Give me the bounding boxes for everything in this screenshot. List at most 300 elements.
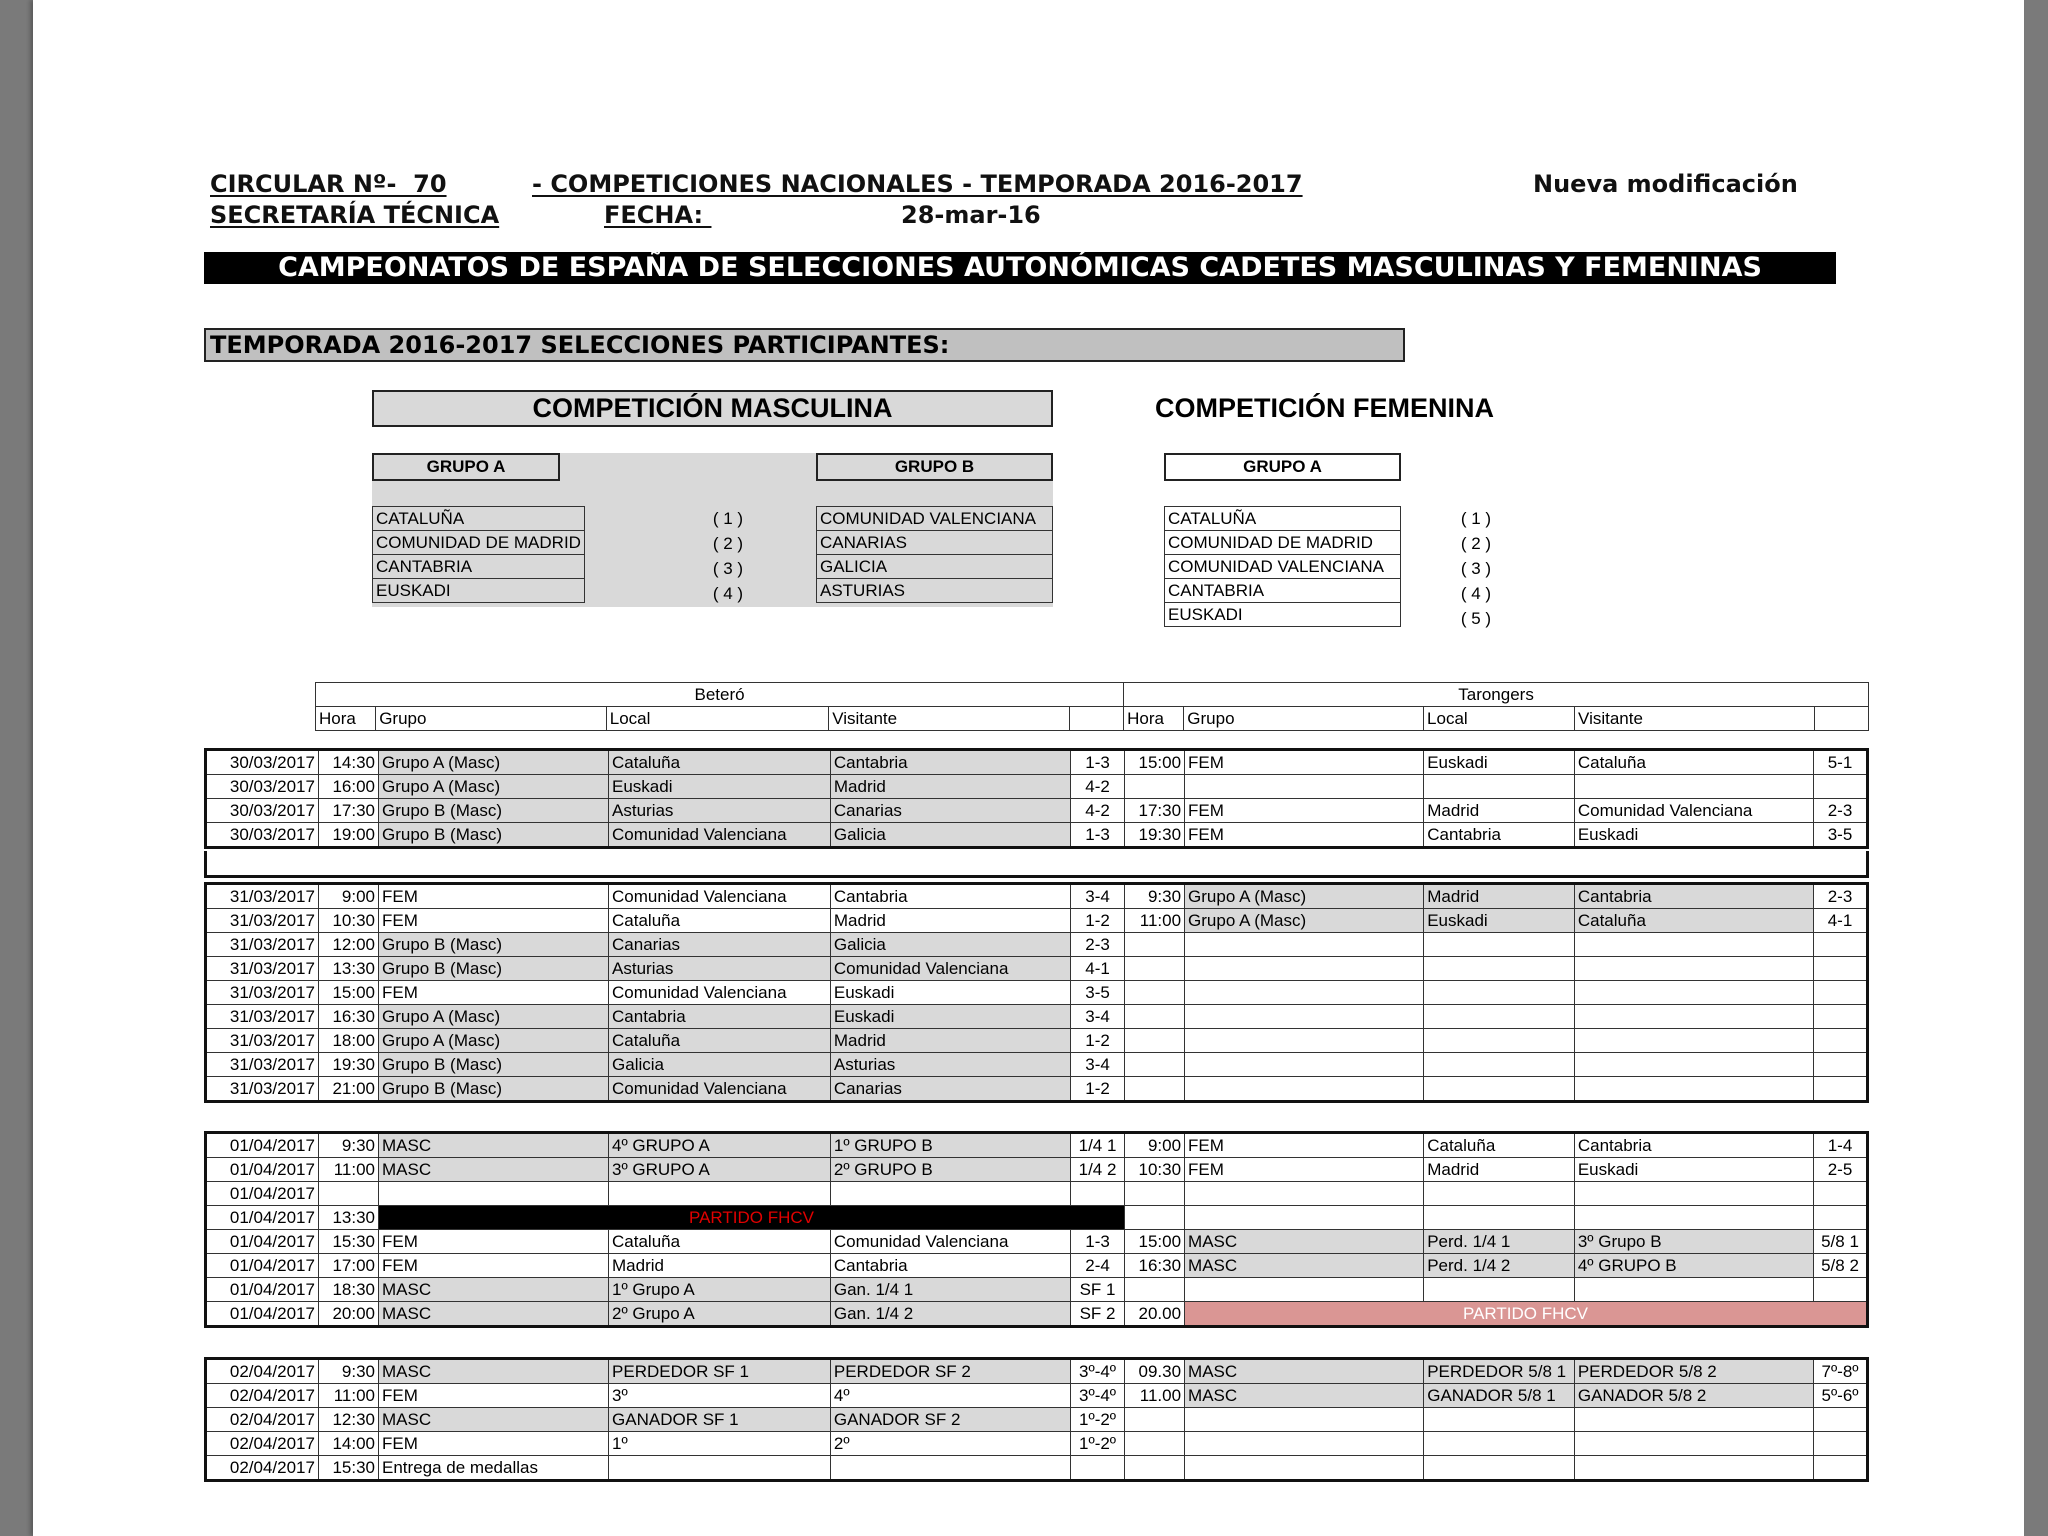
betero-visitante: GANADOR SF 2 [830, 1408, 1070, 1432]
tarongers-resultado [1814, 1182, 1868, 1206]
betero-grupo: MASC [379, 1278, 609, 1302]
tarongers-resultado: 7º-8º [1814, 1359, 1868, 1384]
competiciones-title: - COMPETICIONES NACIONALES - TEMPORADA 2016-2017 [532, 170, 1303, 198]
betero-grupo: FEM [379, 909, 609, 933]
schedule-row [206, 1278, 1868, 1302]
circular-number: CIRCULAR Nº- 70 [210, 170, 447, 198]
tarongers-hora [1125, 1278, 1185, 1302]
betero-grupo: FEM [379, 884, 609, 909]
tarongers-resultado [1814, 957, 1868, 981]
tarongers-hora [1125, 957, 1185, 981]
schedule-row [206, 799, 1868, 823]
betero-grupo: FEM [379, 1254, 609, 1278]
tarongers-resultado: 5/8 2 [1814, 1254, 1868, 1278]
team-name: COMUNIDAD DE MADRID [1165, 531, 1401, 555]
tarongers-grupo: FEM [1185, 799, 1424, 823]
tarongers-visitante [1574, 1206, 1813, 1230]
tarongers-local: Perd. 1/4 2 [1424, 1254, 1575, 1278]
tarongers-grupo [1185, 775, 1424, 799]
tarongers-visitante: Euskadi [1574, 823, 1813, 848]
tarongers-local: Cantabria [1424, 823, 1575, 848]
team-name: CATALUÑA [1165, 507, 1401, 531]
schedule-row [206, 981, 1868, 1005]
schedule-row [206, 1133, 1868, 1158]
tarongers-grupo: Grupo A (Masc) [1185, 884, 1424, 909]
seed: ( 3 ) [1460, 559, 1492, 578]
team-name: CATALUÑA [373, 507, 585, 531]
betero-visitante: Cantabria [830, 884, 1070, 909]
match-date: 01/04/2017 [206, 1206, 319, 1230]
betero-resultado: 2-3 [1071, 933, 1125, 957]
betero-resultado: SF 2 [1071, 1302, 1125, 1327]
betero-grupo: Grupo B (Masc) [379, 823, 609, 848]
match-date: 31/03/2017 [206, 981, 319, 1005]
tarongers-grupo [1185, 1456, 1424, 1481]
betero-visitante: Euskadi [830, 1005, 1070, 1029]
schedule-row [206, 1254, 1868, 1278]
tarongers-hora: 15:00 [1125, 750, 1185, 775]
betero-visitante: Cantabria [830, 1254, 1070, 1278]
schedule-row [206, 1158, 1868, 1182]
betero-resultado: 1-3 [1071, 823, 1125, 848]
betero-visitante [830, 1456, 1070, 1481]
tarongers-hora [1125, 1053, 1185, 1077]
schedule-row [206, 1302, 1868, 1327]
betero-grupo: Grupo A (Masc) [379, 775, 609, 799]
tarongers-visitante [1574, 1456, 1813, 1481]
col-visitante: Visitante [1575, 707, 1815, 731]
betero-visitante: Madrid [830, 1029, 1070, 1053]
tarongers-hora [1125, 775, 1185, 799]
betero-hora: 15:30 [318, 1230, 378, 1254]
tarongers-local [1424, 981, 1575, 1005]
betero-visitante: Canarias [830, 799, 1070, 823]
schedule-row [206, 1029, 1868, 1053]
tarongers-hora: 19:30 [1125, 823, 1185, 848]
betero-hora: 21:00 [318, 1077, 378, 1102]
tarongers-grupo [1185, 1408, 1424, 1432]
betero-local: 2º Grupo A [609, 1302, 831, 1327]
match-date: 31/03/2017 [206, 1029, 319, 1053]
betero-visitante: Madrid [830, 775, 1070, 799]
tarongers-resultado [1814, 1206, 1868, 1230]
betero-visitante: 2º GRUPO B [830, 1158, 1070, 1182]
betero-hora: 15:30 [318, 1456, 378, 1481]
match-date: 01/04/2017 [206, 1302, 319, 1327]
tarongers-local [1424, 1182, 1575, 1206]
schedule-row [206, 823, 1868, 848]
betero-resultado: 1º-2º [1071, 1432, 1125, 1456]
tarongers-visitante: Cantabria [1574, 1133, 1813, 1158]
match-date: 01/04/2017 [206, 1230, 319, 1254]
tarongers-visitante: Cataluña [1574, 909, 1813, 933]
schedule-row [206, 1053, 1868, 1077]
betero-local: Comunidad Valenciana [609, 823, 831, 848]
betero-hora: 15:00 [318, 981, 378, 1005]
tarongers-local: Madrid [1424, 884, 1575, 909]
team-name: ASTURIAS [817, 579, 1053, 603]
tarongers-grupo: FEM [1185, 1158, 1424, 1182]
betero-grupo [379, 1182, 609, 1206]
match-date: 31/03/2017 [206, 909, 319, 933]
match-date: 31/03/2017 [206, 957, 319, 981]
schedule-row [206, 884, 1868, 909]
nueva-modificacion: Nueva modificación [1533, 170, 1798, 198]
tarongers-hora: 20.00 [1125, 1302, 1185, 1327]
competicion-masculina-title: COMPETICIÓN MASCULINA [372, 390, 1053, 427]
betero-local: Cataluña [609, 909, 831, 933]
tarongers-resultado: 5-1 [1814, 750, 1868, 775]
col-result [1814, 707, 1868, 731]
tarongers-grupo: MASC [1185, 1254, 1424, 1278]
betero-resultado: 1-2 [1071, 1029, 1125, 1053]
match-date: 31/03/2017 [206, 1053, 319, 1077]
tarongers-resultado [1814, 1278, 1868, 1302]
day-separator [204, 851, 1869, 878]
betero-visitante: Cantabria [830, 750, 1070, 775]
seed: ( 1 ) [1460, 509, 1492, 528]
betero-local: 1º [609, 1432, 831, 1456]
betero-visitante: Comunidad Valenciana [830, 957, 1070, 981]
match-date: 31/03/2017 [206, 933, 319, 957]
tarongers-local: Madrid [1424, 799, 1575, 823]
betero-grupo: Grupo B (Masc) [379, 799, 609, 823]
match-date: 30/03/2017 [206, 775, 319, 799]
team-name: GALICIA [817, 555, 1053, 579]
betero-local: Canarias [609, 933, 831, 957]
match-date: 02/04/2017 [206, 1384, 319, 1408]
tarongers-resultado [1814, 1005, 1868, 1029]
betero-local: PERDEDOR SF 1 [609, 1359, 831, 1384]
tarongers-hora: 9:30 [1125, 884, 1185, 909]
betero-local: Cataluña [609, 750, 831, 775]
seed: ( 5 ) [1460, 609, 1492, 628]
tarongers-hora: 11.00 [1125, 1384, 1185, 1408]
betero-hora: 9:30 [318, 1133, 378, 1158]
col-local: Local [606, 707, 828, 731]
tarongers-visitante: PERDEDOR 5/8 2 [1574, 1359, 1813, 1384]
tarongers-hora: 15:00 [1125, 1230, 1185, 1254]
col-visitante: Visitante [829, 707, 1070, 731]
tarongers-resultado: 2-5 [1814, 1158, 1868, 1182]
seed: ( 4 ) [1460, 584, 1492, 603]
team-name: COMUNIDAD VALENCIANA [1165, 555, 1401, 579]
tarongers-visitante [1574, 1182, 1813, 1206]
tarongers-resultado: 2-3 [1814, 884, 1868, 909]
betero-visitante [830, 1182, 1070, 1206]
tarongers-hora: 9:00 [1125, 1133, 1185, 1158]
betero-resultado: 1/4 2 [1071, 1158, 1125, 1182]
betero-resultado: 4-2 [1071, 799, 1125, 823]
betero-resultado: 1-3 [1071, 750, 1125, 775]
tarongers-resultado: 3-5 [1814, 823, 1868, 848]
betero-visitante: Asturias [830, 1053, 1070, 1077]
betero-local: 4º GRUPO A [609, 1133, 831, 1158]
masc-grupo-a-teams [372, 506, 585, 603]
betero-resultado: 3-4 [1071, 1053, 1125, 1077]
tarongers-visitante [1574, 1005, 1813, 1029]
tarongers-resultado [1814, 1053, 1868, 1077]
tarongers-hora [1125, 1077, 1185, 1102]
betero-hora [318, 1182, 378, 1206]
betero-grupo: MASC [379, 1408, 609, 1432]
masc-grupo-b-header: GRUPO B [816, 453, 1053, 481]
tarongers-visitante [1574, 775, 1813, 799]
seed: ( 2 ) [1460, 534, 1492, 553]
match-date: 01/04/2017 [206, 1182, 319, 1206]
betero-visitante: Galicia [830, 823, 1070, 848]
tarongers-local [1424, 1456, 1575, 1481]
tarongers-local [1424, 957, 1575, 981]
tarongers-grupo [1185, 1182, 1424, 1206]
secretaria-tecnica: SECRETARÍA TÉCNICA [210, 201, 500, 229]
tarongers-grupo: Grupo A (Masc) [1185, 909, 1424, 933]
tarongers-grupo: FEM [1185, 823, 1424, 848]
match-date: 31/03/2017 [206, 884, 319, 909]
betero-hora: 12:00 [318, 933, 378, 957]
fecha-label: FECHA: [604, 201, 712, 229]
tarongers-grupo [1185, 957, 1424, 981]
tarongers-resultado: 5/8 1 [1814, 1230, 1868, 1254]
team-name: COMUNIDAD DE MADRID [373, 531, 585, 555]
betero-local: Madrid [609, 1254, 831, 1278]
tarongers-hora [1125, 1432, 1185, 1456]
tarongers-partido-fhcv: PARTIDO FHCV [1185, 1302, 1868, 1327]
tarongers-grupo: MASC [1185, 1359, 1424, 1384]
tarongers-local [1424, 1278, 1575, 1302]
match-date: 30/03/2017 [206, 799, 319, 823]
betero-grupo: MASC [379, 1302, 609, 1327]
schedule-row [206, 775, 1868, 799]
betero-hora: 10:30 [318, 909, 378, 933]
betero-grupo: Grupo A (Masc) [379, 1029, 609, 1053]
betero-grupo: Grupo B (Masc) [379, 933, 609, 957]
match-date: 01/04/2017 [206, 1278, 319, 1302]
tarongers-local [1424, 1077, 1575, 1102]
tarongers-resultado [1814, 1408, 1868, 1432]
team-name: EUSKADI [373, 579, 585, 603]
betero-resultado [1071, 1182, 1125, 1206]
tarongers-local [1424, 1005, 1575, 1029]
tarongers-local: PERDEDOR 5/8 1 [1424, 1359, 1575, 1384]
schedule-day-block [204, 882, 1869, 1103]
betero-grupo: Grupo B (Masc) [379, 1053, 609, 1077]
betero-local: 3º [609, 1384, 831, 1408]
betero-resultado: 1-2 [1071, 909, 1125, 933]
tarongers-visitante: 3º Grupo B [1574, 1230, 1813, 1254]
betero-resultado: 3-4 [1071, 1005, 1125, 1029]
masc-seeds [698, 506, 758, 606]
competicion-femenina-title: COMPETICIÓN FEMENINA [1155, 393, 1495, 423]
tarongers-resultado: 1-4 [1814, 1133, 1868, 1158]
venue-tarongers: Tarongers [1124, 683, 1869, 707]
betero-local [609, 1456, 831, 1481]
schedule-row [206, 1206, 1868, 1230]
tarongers-hora [1125, 1005, 1185, 1029]
schedule-row [206, 1359, 1868, 1384]
betero-local: Euskadi [609, 775, 831, 799]
tarongers-grupo [1185, 1432, 1424, 1456]
tarongers-grupo [1185, 1077, 1424, 1102]
match-date: 02/04/2017 [206, 1359, 319, 1384]
betero-local [609, 1182, 831, 1206]
betero-local: Galicia [609, 1053, 831, 1077]
venue-betero: Beteró [316, 683, 1124, 707]
schedule-header [315, 682, 1869, 731]
col-hora: Hora [316, 707, 376, 731]
championship-banner: CAMPEONATOS DE ESPAÑA DE SELECCIONES AUTONÓMICAS CADETES MASCULINAS Y FEMENINAS [204, 252, 1836, 284]
team-name: CANTABRIA [373, 555, 585, 579]
tarongers-resultado [1814, 933, 1868, 957]
tarongers-visitante [1574, 1077, 1813, 1102]
betero-hora: 9:00 [318, 884, 378, 909]
schedule-row [206, 1182, 1868, 1206]
tarongers-visitante [1574, 1408, 1813, 1432]
schedule-row [206, 957, 1868, 981]
betero-resultado: 3-5 [1071, 981, 1125, 1005]
tarongers-hora [1125, 1456, 1185, 1481]
col-grupo: Grupo [376, 707, 607, 731]
betero-resultado [1071, 1456, 1125, 1481]
fem-grupo-a-teams [1164, 506, 1401, 627]
fecha-value: 28-mar-16 [901, 201, 1041, 229]
tarongers-visitante [1574, 1432, 1813, 1456]
tarongers-hora: 10:30 [1125, 1158, 1185, 1182]
tarongers-hora [1125, 1029, 1185, 1053]
tarongers-resultado: 2-3 [1814, 799, 1868, 823]
schedule-row [206, 750, 1868, 775]
betero-local: Comunidad Valenciana [609, 1077, 831, 1102]
tarongers-grupo [1185, 1005, 1424, 1029]
betero-local: Comunidad Valenciana [609, 981, 831, 1005]
schedule-day-block [204, 1131, 1869, 1328]
tarongers-visitante: 4º GRUPO B [1574, 1254, 1813, 1278]
schedule-row [206, 1384, 1868, 1408]
betero-grupo: MASC [379, 1359, 609, 1384]
tarongers-hora: 11:00 [1125, 909, 1185, 933]
tarongers-visitante: GANADOR 5/8 2 [1574, 1384, 1813, 1408]
schedule-row [206, 909, 1868, 933]
document-page [33, 0, 2024, 1536]
betero-hora: 16:00 [318, 775, 378, 799]
betero-visitante: 4º [830, 1384, 1070, 1408]
betero-hora: 17:00 [318, 1254, 378, 1278]
betero-partido-fhcv: PARTIDO FHCV [379, 1206, 1125, 1230]
betero-visitante: Euskadi [830, 981, 1070, 1005]
tarongers-hora [1125, 981, 1185, 1005]
tarongers-visitante [1574, 981, 1813, 1005]
seed: ( 2 ) [712, 534, 744, 553]
seed: ( 1 ) [712, 509, 744, 528]
tarongers-visitante: Cantabria [1574, 884, 1813, 909]
betero-resultado: 1-3 [1071, 1230, 1125, 1254]
fem-seeds [1446, 506, 1506, 631]
betero-visitante: Gan. 1/4 2 [830, 1302, 1070, 1327]
schedule-day-block [204, 748, 1869, 849]
tarongers-hora: 16:30 [1125, 1254, 1185, 1278]
betero-grupo: FEM [379, 981, 609, 1005]
betero-visitante: Madrid [830, 909, 1070, 933]
tarongers-visitante [1574, 1278, 1813, 1302]
tarongers-local [1424, 1053, 1575, 1077]
tarongers-grupo [1185, 1029, 1424, 1053]
tarongers-resultado [1814, 1456, 1868, 1481]
betero-grupo: MASC [379, 1133, 609, 1158]
betero-hora: 11:00 [318, 1384, 378, 1408]
col-hora: Hora [1124, 707, 1184, 731]
betero-local: Cantabria [609, 1005, 831, 1029]
tarongers-grupo: FEM [1185, 750, 1424, 775]
tarongers-visitante: Comunidad Valenciana [1574, 799, 1813, 823]
betero-resultado: 1º-2º [1071, 1408, 1125, 1432]
masc-grupo-b-teams [816, 506, 1053, 603]
betero-local: Asturias [609, 957, 831, 981]
betero-resultado: 2-4 [1071, 1254, 1125, 1278]
betero-visitante: Comunidad Valenciana [830, 1230, 1070, 1254]
schedule-row [206, 1408, 1868, 1432]
betero-grupo: Grupo A (Masc) [379, 1005, 609, 1029]
betero-grupo: MASC [379, 1158, 609, 1182]
tarongers-resultado [1814, 1029, 1868, 1053]
team-name: COMUNIDAD VALENCIANA [817, 507, 1053, 531]
betero-visitante: Galicia [830, 933, 1070, 957]
betero-local: 1º Grupo A [609, 1278, 831, 1302]
masc-grupo-a-header: GRUPO A [372, 453, 560, 481]
betero-grupo: Grupo B (Masc) [379, 1077, 609, 1102]
tarongers-visitante [1574, 1029, 1813, 1053]
team-name: CANARIAS [817, 531, 1053, 555]
betero-local: GANADOR SF 1 [609, 1408, 831, 1432]
betero-grupo: Grupo B (Masc) [379, 957, 609, 981]
tarongers-grupo [1185, 1053, 1424, 1077]
betero-visitante: Gan. 1/4 1 [830, 1278, 1070, 1302]
tarongers-grupo [1185, 1278, 1424, 1302]
tarongers-hora [1125, 933, 1185, 957]
tarongers-resultado [1814, 981, 1868, 1005]
tarongers-local: Madrid [1424, 1158, 1575, 1182]
schedule-row [206, 1456, 1868, 1481]
schedule-row [206, 1005, 1868, 1029]
tarongers-visitante [1574, 933, 1813, 957]
tarongers-resultado [1814, 1077, 1868, 1102]
tarongers-hora [1125, 1408, 1185, 1432]
tarongers-grupo [1185, 933, 1424, 957]
betero-visitante: Canarias [830, 1077, 1070, 1102]
betero-hora: 14:30 [318, 750, 378, 775]
schedule-row [206, 1230, 1868, 1254]
tarongers-visitante: Cataluña [1574, 750, 1813, 775]
tarongers-local: Euskadi [1424, 750, 1575, 775]
betero-local: Comunidad Valenciana [609, 884, 831, 909]
betero-resultado: SF 1 [1071, 1278, 1125, 1302]
tarongers-visitante [1574, 957, 1813, 981]
seed: ( 4 ) [712, 584, 744, 603]
betero-resultado: 3º-4º [1071, 1384, 1125, 1408]
betero-grupo: FEM [379, 1432, 609, 1456]
betero-hora: 12:30 [318, 1408, 378, 1432]
tarongers-hora: 09.30 [1125, 1359, 1185, 1384]
tarongers-grupo [1185, 1206, 1424, 1230]
tarongers-local: Cataluña [1424, 1133, 1575, 1158]
betero-visitante: 1º GRUPO B [830, 1133, 1070, 1158]
betero-grupo: FEM [379, 1384, 609, 1408]
col-local: Local [1424, 707, 1575, 731]
col-result [1069, 707, 1123, 731]
betero-visitante: PERDEDOR SF 2 [830, 1359, 1070, 1384]
match-date: 02/04/2017 [206, 1432, 319, 1456]
betero-resultado: 1-2 [1071, 1077, 1125, 1102]
tarongers-local [1424, 1432, 1575, 1456]
